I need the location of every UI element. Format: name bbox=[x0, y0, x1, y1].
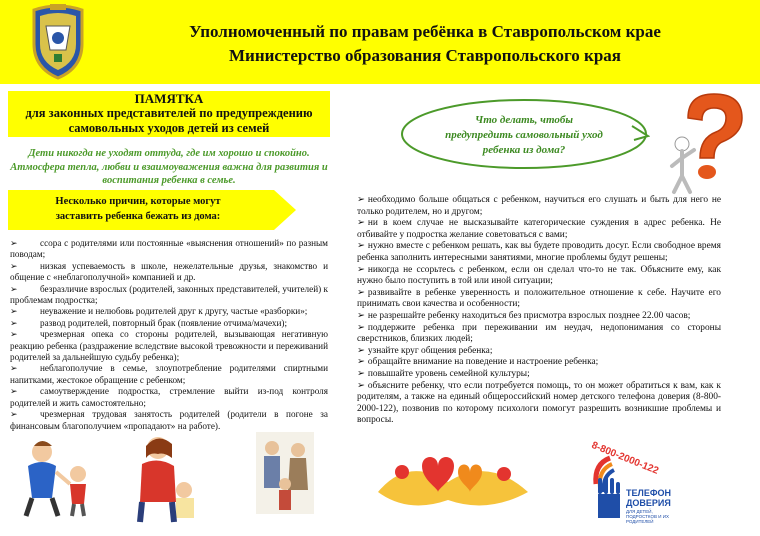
advice-item bbox=[357, 357, 721, 369]
bullet-arrow-icon: ➢ bbox=[357, 368, 365, 379]
reason-item bbox=[10, 306, 328, 317]
bullet-arrow-icon: ➢ bbox=[10, 317, 18, 328]
bullet-arrow-icon: ➢ bbox=[357, 310, 365, 321]
bullet-arrow-icon: ➢ bbox=[10, 238, 18, 248]
advice-text: поддержите ребенка при переживании им неудач, недопонимания со стороны сверстников, близких людей; bbox=[357, 322, 721, 345]
reason-text: развод родителей, повторный брак (появление отчима/мачехи); bbox=[40, 317, 288, 328]
advice-text: не разрешайте ребенку находиться без присмотра взрослых позднее 22.00 часов; bbox=[367, 310, 691, 321]
bullet-arrow-icon: ➢ bbox=[10, 306, 18, 317]
advice-item bbox=[357, 195, 721, 218]
advice-item bbox=[357, 241, 721, 264]
bullet-arrow-icon: ➢ bbox=[10, 283, 18, 294]
bullet-arrow-icon: ➢ bbox=[10, 409, 18, 420]
reason-item bbox=[10, 238, 328, 261]
advice-item bbox=[357, 369, 721, 381]
bullet-arrow-icon: ➢ bbox=[357, 357, 365, 368]
reason-text: чрезмерная опека со стороны родителей, вызывающая негативную реакцию ребенка (раздражение вследствие высокой тревожности и переживаний родителей за дальнейшую судьбу ребенка); bbox=[10, 329, 328, 363]
reason-text: неблагополучие в семье, злоупотребление родителями спиртными напитками, жестокое обращение с ребенком; bbox=[10, 363, 328, 385]
bullet-arrow-icon: ➢ bbox=[357, 345, 365, 356]
bullet-arrow-icon: ➢ bbox=[10, 260, 18, 271]
advice-text: никогда не ссорьтесь с ребенком, если он сделал что-то не так. Объясните ему, как нужно было поступить в той или иной ситуации; bbox=[357, 264, 721, 287]
bullet-arrow-icon: ➢ bbox=[357, 218, 365, 229]
bullet-arrow-icon: ➢ bbox=[357, 264, 365, 275]
coat-of-arms-icon bbox=[26, 4, 90, 80]
advice-item bbox=[357, 218, 721, 241]
reason-text: самоутверждение подростка, стремление выйти из-под контроля родителей и жить самостоятельно; bbox=[10, 386, 328, 408]
question-line: Что делать, чтобы bbox=[475, 114, 573, 126]
bullet-arrow-icon: ➢ bbox=[10, 363, 18, 374]
reason-item bbox=[10, 386, 328, 409]
reasons-heading-line: Несколько причин, которые могут bbox=[55, 196, 221, 207]
advice-text: развивайте в ребенке уверенность и положительное отношение к себе. Научите его принимать свои качества и особенности; bbox=[357, 287, 721, 310]
advice-text: повышайте уровень семейной культуры; bbox=[367, 368, 530, 379]
advice-text: нужно вместе с ребенком решать, как вы будете проводить досуг. Если свободное время ребенка заполнить интересными занятиями, многие проблемы будут решены; bbox=[357, 241, 721, 263]
header-title-ministry: Министерство образования Ставропольского края bbox=[229, 46, 621, 65]
reason-text: неуважение и нелюбовь родителей друг к другу, частые «разборки»; bbox=[40, 306, 308, 317]
hotline-logo bbox=[590, 440, 682, 528]
advice-list bbox=[357, 195, 721, 427]
bullet-arrow-icon: ➢ bbox=[357, 287, 365, 298]
reason-item bbox=[10, 329, 328, 363]
memo-subtitle-line2: самовольных уходов детей из семей bbox=[68, 121, 270, 135]
advice-item bbox=[357, 346, 721, 358]
memo-subtitle-line1: для законных представителей по предупреждению bbox=[25, 106, 313, 120]
parent-child-illustration-icon bbox=[12, 432, 102, 518]
bullet-arrow-icon: ➢ bbox=[357, 195, 365, 205]
question-text bbox=[418, 113, 630, 158]
question-mark-figure-icon bbox=[656, 88, 756, 198]
reason-item bbox=[10, 363, 328, 386]
bullet-arrow-icon: ➢ bbox=[10, 329, 18, 340]
advice-text: объясните ребенку, что если потребуется помощь, то он может обратиться к вам, как к родителям, а также на единый общероссийский номер детского телефона доверия (8-800-2000-122), позвонив по которому психологи помогут разрешить возникшие проблемы и вопросы. bbox=[357, 380, 721, 426]
memo-box bbox=[8, 91, 330, 137]
reason-text: чрезмерная трудовая занятость родителей (родители в погоне за финансовым благополучием «пропадают» на работе). bbox=[10, 409, 328, 431]
advice-text: обращайте внимание на поведение и настроение ребенка; bbox=[367, 357, 599, 368]
reasons-heading-line: заставить ребенка бежать из дома: bbox=[55, 211, 221, 222]
reason-item bbox=[10, 318, 328, 329]
reason-item bbox=[10, 409, 328, 432]
bullet-arrow-icon: ➢ bbox=[357, 322, 365, 333]
reasons-heading bbox=[8, 194, 268, 224]
advice-item bbox=[357, 311, 721, 323]
memo-title: ПАМЯТКА bbox=[134, 91, 204, 106]
family-conflict-illustration-icon bbox=[256, 432, 314, 514]
reason-text: ссора с родителями или постоянные «выяснения отношений» по разным поводам; bbox=[10, 238, 328, 260]
hotline-tagline: ДЛЯ ДЕТЕЙ, ПОДРОСТКОВ И ИХ РОДИТЕЛЕЙ bbox=[626, 509, 669, 524]
bullet-arrow-icon: ➢ bbox=[357, 241, 365, 252]
advice-item bbox=[357, 265, 721, 288]
reason-item bbox=[10, 284, 328, 307]
reason-text: низкая успеваемость в школе, нежелательные друзья, знакомство и общение с «неблагополучной» компанией и др. bbox=[10, 260, 328, 283]
reasons-heading-arrow bbox=[8, 190, 296, 230]
advice-item bbox=[357, 323, 721, 346]
quote-block bbox=[8, 147, 330, 188]
advice-text: ни в коем случае не высказывайте категорические суждения в адрес ребенка. Не отбивайте у подростка желание советоваться с вами; bbox=[357, 218, 721, 240]
question-bubble bbox=[398, 96, 650, 174]
reason-text: безразличие взрослых (родителей, законных представителей, учителей) к проблемам подростка; bbox=[10, 283, 328, 306]
bullet-arrow-icon: ➢ bbox=[10, 386, 18, 397]
quote-line: воспитания ребенка в семье. bbox=[102, 175, 236, 186]
header-title-ombudsman: Уполномоченный по правам ребёнка в Ставропольском крае bbox=[189, 22, 661, 41]
reason-item bbox=[10, 261, 328, 284]
advice-item bbox=[357, 381, 721, 427]
question-line: предупредить самовольный уход bbox=[445, 129, 603, 141]
mother-comforting-child-icon bbox=[124, 432, 206, 524]
hotline-number: 8-800-2000-122 bbox=[589, 440, 660, 477]
hotline-title-line2: ДОВЕРИЯ bbox=[626, 498, 671, 508]
advice-item bbox=[357, 288, 721, 311]
advice-text: узнайте круг общения ребенка; bbox=[367, 345, 493, 356]
advice-text: необходимо больше общаться с ребенком, научиться его слушать и быть для него не только родителем, но и другом; bbox=[357, 195, 721, 217]
hearts-hands-illustration-icon bbox=[368, 436, 538, 516]
hotline-title-line1: ТЕЛЕФОН bbox=[626, 488, 671, 498]
bullet-arrow-icon: ➢ bbox=[357, 380, 365, 391]
reasons-list bbox=[10, 238, 328, 432]
question-line: ребенка из дома? bbox=[482, 144, 566, 156]
quote-line: Атмосфера тепла, любви и взаимоуважения важна для развития и bbox=[10, 161, 328, 173]
quote-line: Дети никогда не уходят оттуда, где им хорошо и спокойно. bbox=[28, 148, 310, 159]
header-banner bbox=[0, 0, 760, 84]
